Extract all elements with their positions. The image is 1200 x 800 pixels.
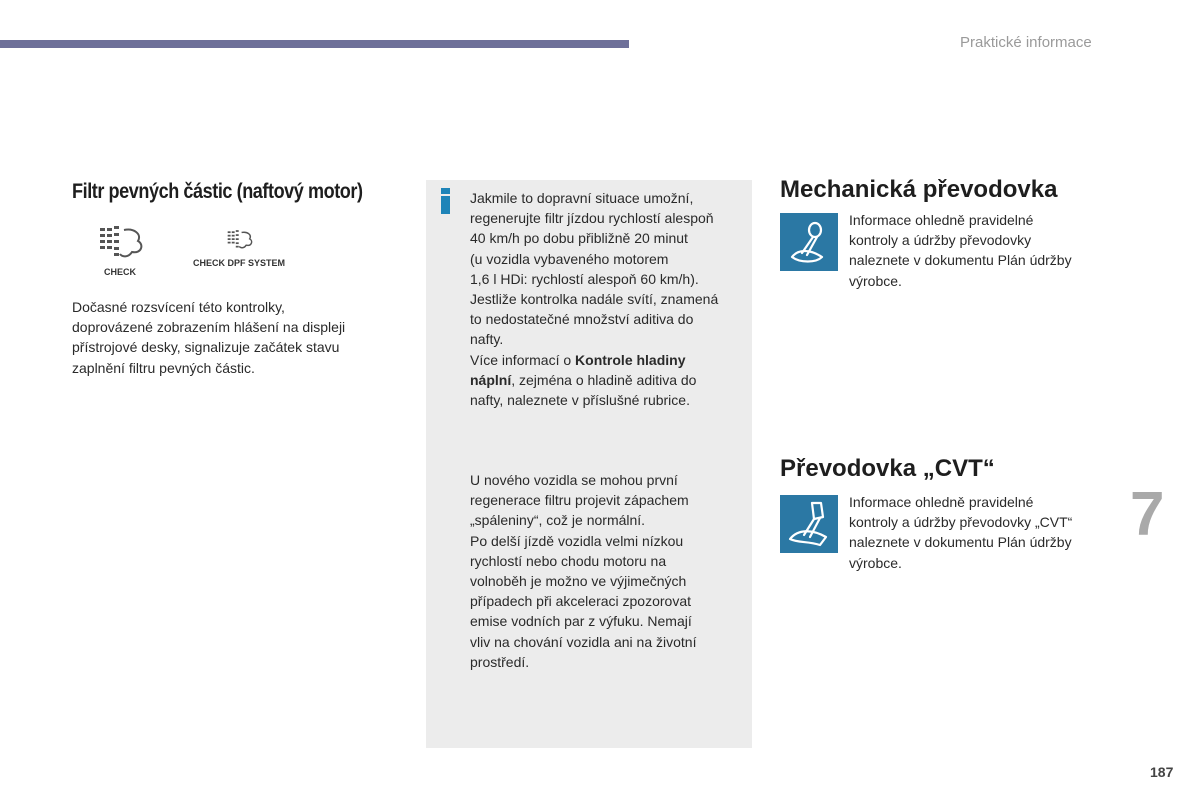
check-caption: CHECK (104, 267, 137, 277)
text-span: , zejména o hladině aditiva do (511, 371, 697, 388)
text-line: emise vodních par z výfuku. Nemají (470, 613, 692, 630)
text-line: výrobce. (849, 272, 902, 289)
text-line: nafty, naleznete v příslušné rubrice. (470, 392, 690, 409)
text-line: nafty. (470, 331, 504, 348)
text-line: přístrojové desky, signalizuje začátek stavu (72, 339, 340, 356)
text-line: Po delší jízdě vozidla velmi nízkou (470, 532, 684, 549)
text-line: naleznete v dokumentu Plán údržby (849, 252, 1072, 269)
text-line: případech při akceleraci zpozorovat (470, 593, 692, 610)
cross-reference-link: náplní (470, 371, 512, 388)
dpf-description (72, 297, 345, 378)
text-line: Jestliže kontrolka nadále svítí, znamená (470, 291, 719, 308)
text-line: vliv na chování vozidla ani na životní (470, 633, 697, 650)
manual-gearbox-text (849, 210, 1072, 291)
text-line: výrobce. (849, 554, 902, 571)
text-line: regenerace filtru projevit zápachem (470, 492, 689, 509)
particle-filter-warning-icon (98, 224, 148, 267)
chapter-number: 7 (1130, 480, 1165, 549)
page-number: 187 (1150, 764, 1174, 780)
section-title: Praktické informace (960, 34, 1092, 51)
text-line: Informace ohledně pravidelné (849, 494, 1034, 510)
text-line: „spáleniny“, což je normální. (470, 512, 646, 529)
text-line: Jakmile to dopravní situace umožní, (470, 190, 694, 206)
cvt-gear-selector-icon (780, 495, 838, 553)
text-line: zaplnění filtru pevných částic. (72, 359, 255, 376)
text-span: Více informací o (470, 351, 576, 368)
check-dpf-system-caption: CHECK DPF SYSTEM (193, 258, 286, 268)
text-line: 40 km/h po dobu přibližně 20 minut (470, 230, 688, 247)
cvt-gearbox-text (849, 492, 1072, 573)
cross-reference-link: Kontrole hladiny (575, 351, 686, 368)
text-line: 1,6 l HDi: rychlostí alespoň 60 km/h). (470, 270, 699, 287)
text-line: kontroly a údržby převodovky (849, 232, 1032, 249)
cvt-gearbox-heading: Převodovka „CVT“ (780, 455, 995, 482)
text-line: regenerujte filtr jízdou rychlostí alespoň (470, 210, 714, 227)
text-line: kontroly a údržby převodovky „CVT“ (849, 514, 1073, 531)
text-line (470, 370, 718, 390)
text-line: doprovázené zobrazením hlášení na displeji (72, 319, 346, 336)
text-line: volnoběh je možno ve výjimečných (470, 573, 687, 590)
text-line: naleznete v dokumentu Plán údržby (849, 534, 1072, 551)
text-line: rychlostí nebo chodu motoru na (470, 552, 667, 569)
text-line (470, 350, 718, 370)
header-accent-bar (0, 40, 629, 48)
text-line: (u vozidla vybaveného motorem (470, 250, 669, 267)
text-line: to nedostatečné množství aditiva do (470, 311, 694, 328)
dpf-heading: Filtr pevných částic (naftový motor) (72, 180, 363, 203)
text-line: Informace ohledně pravidelné (849, 212, 1034, 228)
text-line: prostředí. (470, 653, 530, 670)
info-icon (440, 188, 452, 214)
manual-gearbox-heading: Mechanická převodovka (780, 176, 1058, 203)
info-paragraph-1 (470, 188, 718, 410)
particle-filter-warning-icon (226, 229, 256, 256)
text-line: Dočasné rozsvícení této kontrolky, (72, 299, 285, 315)
info-paragraph-2 (470, 470, 696, 672)
manual-gear-lever-icon (780, 213, 838, 271)
text-line: U nového vozidla se mohou první (470, 472, 678, 488)
